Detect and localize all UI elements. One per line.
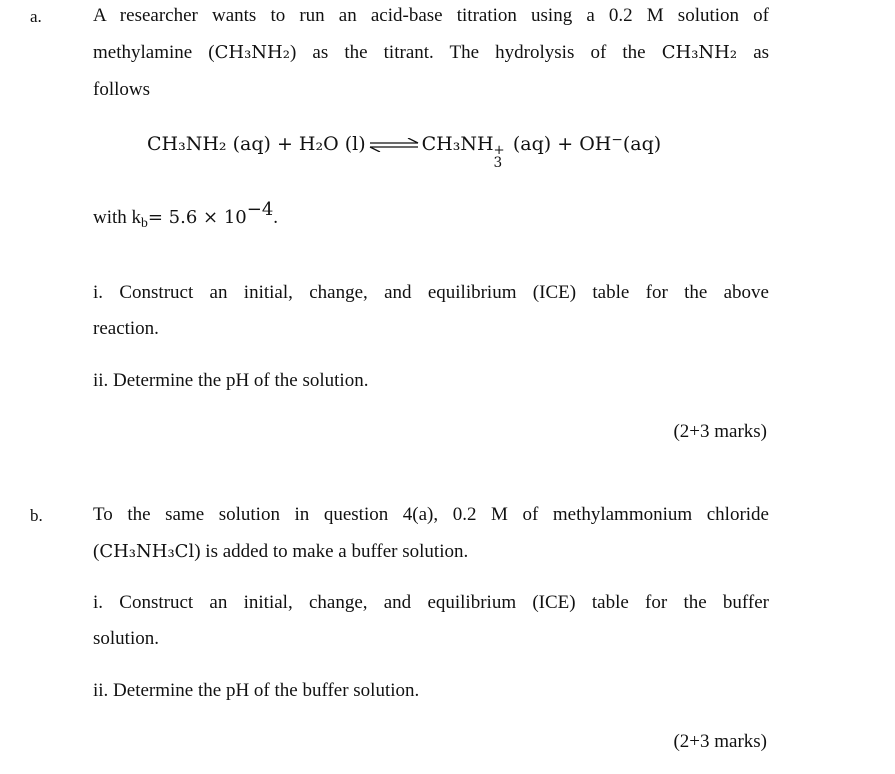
methylamine-formula-2: CH₃NH₂: [661, 42, 738, 63]
methylammonium-chloride-formula: CH₃NH₃Cl: [99, 541, 195, 562]
question-a-part-i-line-2: reaction.: [93, 318, 159, 339]
question-a-line-2: [93, 42, 769, 64]
question-b-part-i-line-1: i. Construct an initial, change, and equilibrium (ICE) table for the buffer: [93, 592, 769, 613]
question-a-part-ii: ii. Determine the pH of the solution.: [93, 370, 369, 391]
question-b-label: b.: [30, 506, 43, 525]
line-2-pre: methylamine (: [93, 42, 215, 63]
question-a-part-i-line-1: i. Construct an initial, change, and equilibrium (ICE) table for the above: [93, 282, 769, 303]
eq-right-1-sub: 3: [493, 154, 503, 171]
equilibrium-arrow-icon: [368, 138, 420, 152]
hydrolysis-equation: [147, 131, 662, 171]
eq-plus-1: +: [276, 133, 293, 155]
question-a-label: a.: [30, 7, 42, 26]
kb-end: .: [273, 207, 279, 228]
question-a-line-3: follows: [93, 79, 150, 100]
line-2-rest: ) is added to make a buffer solution.: [194, 541, 469, 562]
question-a-line-1: A researcher wants to run an acid-base titration using a 0.2 M solution of: [93, 5, 769, 26]
eq-right-1-base: CH₃NH: [421, 133, 494, 155]
kb-statement: [93, 198, 279, 230]
question-b-part-ii: ii. Determine the pH of the buffer solution.: [93, 680, 420, 701]
eq-right-2-state: (aq): [622, 133, 662, 155]
kb-subscript: b: [141, 214, 148, 230]
eq-right-1-sup: +: [493, 142, 505, 158]
question-b-line-2: [93, 541, 468, 563]
question-b-marks: (2+3 marks): [673, 731, 767, 752]
eq-left-2: H₂O (l): [298, 133, 366, 155]
line-2-post: as: [753, 42, 770, 63]
line-2-open: (: [93, 541, 100, 562]
kb-exponent: −4: [246, 198, 274, 220]
eq-left-1: CH₃NH₂ (aq): [147, 133, 271, 155]
question-a-marks: (2+3 marks): [673, 421, 767, 442]
eq-right-2-sup: −: [611, 131, 623, 148]
eq-right-1-state: (aq): [512, 133, 552, 155]
kb-value: = 5.6 × 10: [147, 207, 247, 228]
eq-right-2-base: OH: [579, 133, 612, 155]
question-b-line-1: To the same solution in question 4(a), 0.2 M of methylammonium chloride: [93, 504, 769, 525]
eq-plus-2: +: [557, 133, 574, 155]
line-2-mid: ) as the titrant. The hydrolysis of the: [289, 42, 646, 63]
question-b-part-i-line-2: solution.: [93, 628, 159, 649]
methylamine-formula: CH₃NH₂: [214, 42, 290, 63]
kb-prefix: with k: [93, 207, 142, 228]
